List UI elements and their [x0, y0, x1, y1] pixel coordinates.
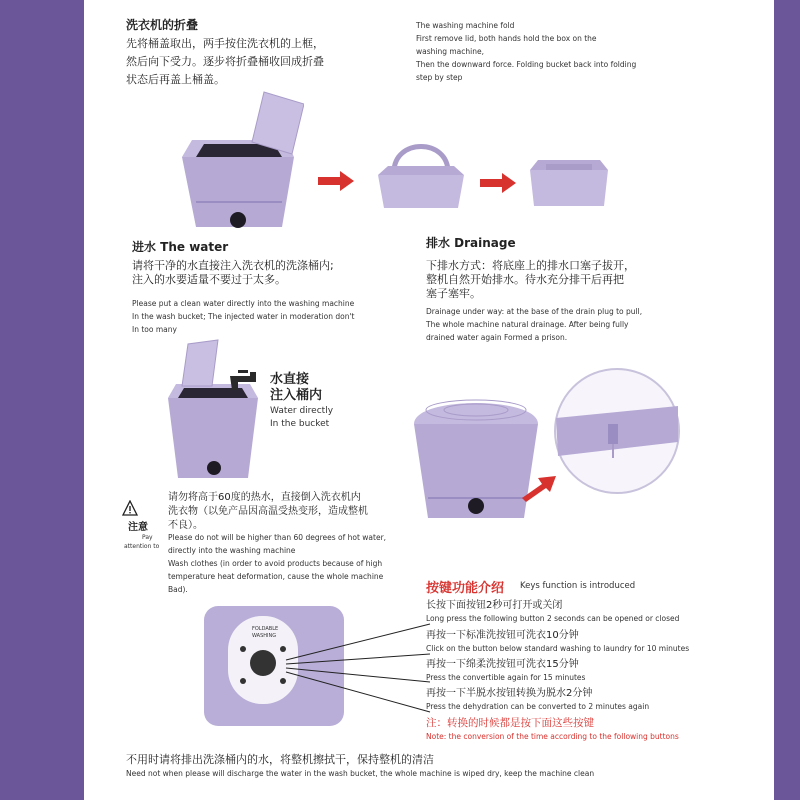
- panel-label: WASHING: [252, 633, 277, 639]
- panel-label: FOLDABLE: [252, 626, 279, 632]
- tap-line-cn: 注入桶内: [270, 388, 323, 403]
- keys-title-cn: 按键功能介绍: [426, 581, 505, 596]
- notice-line-en: Bad).: [168, 585, 188, 594]
- fold-line-en: step by step: [416, 73, 463, 82]
- notice-line-en: temperature heat deformation, cause the whole machine: [168, 572, 384, 581]
- fold-line-cn: 先将桶盖取出，两手按住洗衣机的上框，: [126, 37, 324, 50]
- fold-line-cn: 然后向下受力。逐步将折叠桶收回成折叠: [126, 55, 324, 68]
- drain-title: 排水 Drainage: [426, 236, 516, 250]
- fold-line-cn: 状态后再盖上桶盖。: [126, 73, 225, 86]
- water-line-cn: 注入的水要适量不要过于太多。: [132, 273, 286, 286]
- notice-label-en: attention to: [124, 543, 160, 550]
- keys-note-cn: 注：转换的时候都是按下面这些按键: [426, 717, 594, 729]
- water-line-en: Please put a clean water directly into the washing machine: [132, 299, 355, 308]
- drain-line-cn: 塞子塞牢。: [426, 287, 481, 300]
- fold-title-cn: 洗衣机的折叠: [126, 18, 199, 32]
- key-item-en: Long press the following button 2 seconds can be opened or closed: [426, 614, 680, 623]
- key-item-en: Press the dehydration can be converted to 2 minutes again: [426, 702, 650, 711]
- page-border-left: [0, 0, 84, 800]
- machine-folded-lid-illustration: [526, 150, 612, 212]
- warning-icon: [122, 500, 138, 516]
- water-line-en: In the wash bucket; The injected water in moderation don't: [132, 312, 355, 321]
- tap-line-en: Water directly: [270, 406, 334, 416]
- arrow-right-icon: [478, 172, 518, 194]
- fold-line-en: First remove lid, both hands hold the box on the: [416, 34, 597, 43]
- fold-line-en: washing machine,: [416, 47, 484, 56]
- drain-line-cn: 整机自然开始排水。待水充分排干后再把: [426, 273, 624, 286]
- footer-cn: 不用时请将排出洗涤桶内的水，将整机擦拭干，保持整机的清洁: [126, 753, 434, 766]
- key-item-cn: 再按一下绵柔洗按钮可洗衣15分钟: [426, 659, 579, 670]
- notice-label-cn: 注意: [128, 522, 148, 533]
- notice-line-cn: 洗衣物（以免产品因高温受热变形，造成整机: [168, 506, 368, 517]
- machine-folded-handle-illustration: [372, 130, 472, 215]
- pointer-lines: [284, 620, 434, 720]
- notice-line-cn: 请勿将高于60度的热水，直接倒入洗衣机内: [168, 492, 361, 503]
- tap-line-cn: 水直接: [270, 372, 310, 387]
- key-item-cn: 长按下面按钮2秒可打开或关闭: [426, 600, 563, 611]
- machine-filling-illustration: [162, 338, 262, 488]
- tap-line-en: In the bucket: [270, 419, 330, 429]
- water-title: 进水 The water: [132, 240, 229, 254]
- arrow-right-icon: [316, 170, 356, 192]
- notice-line-en: Wash clothes (in order to avoid products because of high: [168, 559, 383, 568]
- notice-label-en: Pay: [142, 534, 153, 541]
- drain-line-cn: 下排水方式：将底座上的排水口塞子拔开，: [426, 259, 635, 272]
- fold-line-en: Then the downward force. Folding bucket back into folding: [416, 60, 637, 69]
- drain-plug-zoom-illustration: [552, 366, 682, 496]
- manual-page: [84, 0, 774, 800]
- key-item-cn: 再按一下标准洗按钮可洗衣10分钟: [426, 630, 579, 641]
- notice-line-en: Please do not will be higher than 60 degrees of hot water,: [168, 533, 387, 542]
- notice-line-en: directly into the washing machine: [168, 546, 296, 555]
- fold-line-en: The washing machine fold: [416, 21, 515, 30]
- water-line-en: In too many: [132, 325, 177, 334]
- water-line-cn: 请将干净的水直接注入洗衣机的洗涤桶内;: [132, 259, 334, 272]
- key-item-en: Press the convertible again for 15 minutes: [426, 673, 586, 682]
- notice-line-cn: 不良）。: [168, 520, 203, 531]
- key-item-cn: 再按一下半脱水按钮转换为脱水2分钟: [426, 688, 593, 699]
- footer-en: Need not when please will discharge the water in the wash bucket, the whole machine is wiped dry, keep the machine clean: [126, 769, 595, 778]
- drain-line-en: Drainage under way: at the base of the drain plug to pull,: [426, 307, 643, 316]
- keys-note-en: Note: the conversion of the time according to the following buttons: [426, 732, 679, 741]
- keys-title-en: Keys function is introduced: [520, 581, 636, 591]
- faucet-icon: [224, 368, 264, 396]
- drain-line-en: The whole machine natural drainage. After being fully: [426, 320, 629, 329]
- page-border-right: [774, 0, 800, 800]
- key-item-en: Click on the button below standard washing to laundry for 10 minutes: [426, 644, 690, 653]
- drain-line-en: drained water again Formed a prison.: [426, 333, 568, 342]
- machine-open-lid-illustration: [174, 82, 304, 242]
